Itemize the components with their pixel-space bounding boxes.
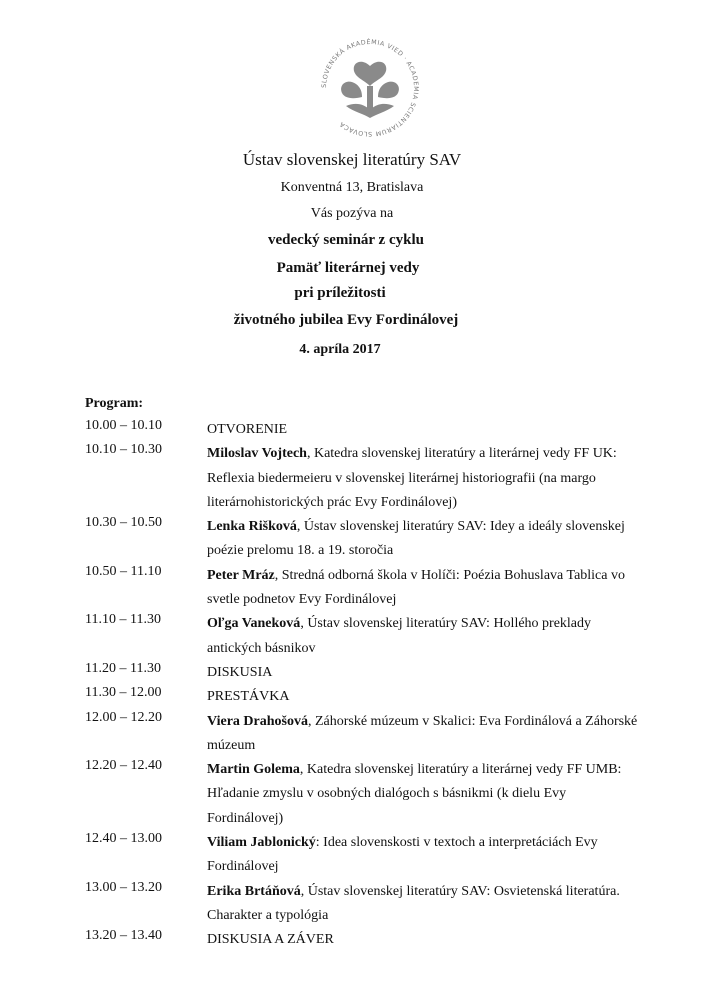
speaker-name: Viliam Jablonický — [207, 835, 316, 851]
program-text: , Katedra slovenskej literatúry a literárnej vedy FF UK: Reflexia biedermeieru v slovenskej literárnej historiografii (na margo literárnohistorických prác Evy Fordinálovej) — [207, 446, 617, 510]
seminar-title-line: pri príležitosti — [294, 285, 386, 301]
program-text: DISKUSIA A ZÁVER — [207, 932, 334, 948]
sav-logo — [318, 36, 422, 140]
program-time: 10.50 – 11.10 — [85, 563, 162, 579]
speaker-name: Oľga Vaneková — [207, 616, 301, 632]
institute-name: Ústav slovenskej literatúry SAV — [242, 150, 462, 169]
program-time: 12.20 – 12.40 — [85, 758, 162, 774]
program-item — [85, 612, 645, 661]
program-item — [85, 710, 645, 759]
program-item — [85, 880, 645, 929]
program-item — [85, 928, 645, 952]
program-time: 13.00 – 13.20 — [85, 879, 162, 895]
program-time: 12.40 – 13.00 — [85, 831, 162, 847]
speaker-name: Peter Mráz — [207, 567, 275, 583]
linden-leaves-icon — [341, 62, 399, 118]
program-text: : Idea slovenskosti v textoch a interpretáciách Evy Fordinálovej — [207, 835, 598, 875]
program-time: 11.20 – 11.30 — [85, 660, 161, 676]
seminar-title-line: životného jubilea Evy Fordinálovej — [233, 312, 459, 328]
program-time: 11.30 – 12.00 — [85, 685, 162, 701]
program-text: , Stredná odborná škola v Holíči: Poézia Bohuslava Tablica vo svetle podnetov Evy Fordinálovej — [207, 567, 625, 608]
program-item — [85, 831, 645, 880]
speaker-name: Erika Brtáňová — [207, 883, 301, 899]
speaker-name: Martin Golema — [207, 762, 300, 778]
event-date: 4. apríla 2017 — [299, 342, 381, 357]
program-item — [85, 418, 645, 442]
program-text: , Ústav slovenskej literatúry SAV: Idey a ideály slovenskej poézie prelomu 18. a 19. storočia — [207, 519, 625, 559]
seminar-title-line: Pamäť literárnej vedy — [276, 260, 420, 276]
program-text: , Záhorské múzeum v Skalici: Eva Fordinálová a Záhorské múzeum — [207, 713, 638, 753]
program-item — [85, 564, 645, 613]
speaker-name: Miloslav Vojtech — [207, 446, 307, 462]
program-text: , Katedra slovenskej literatúry a literárnej vedy FF UMB: Hľadanie zmyslu v osobných dialógoch s básnikmi (k dielu Evy Fordinálovej) — [207, 762, 622, 826]
program-heading: Program: — [85, 396, 144, 411]
program-time: 10.30 – 10.50 — [85, 515, 162, 531]
program-text: OTVORENIE — [207, 422, 288, 437]
program-text: DISKUSIA — [207, 664, 273, 680]
program-time: 10.00 – 10.10 — [85, 418, 162, 433]
program-item — [85, 442, 645, 515]
program-text: , Ústav slovenskej literatúry SAV: Osvietenská literatúra. Charakter a typológia — [207, 883, 620, 923]
program-item — [85, 515, 645, 564]
program-text: PRESTÁVKA — [207, 689, 290, 705]
speaker-name: Viera Drahošová — [207, 713, 308, 729]
program-schedule — [85, 418, 645, 953]
program-item — [85, 685, 645, 709]
program-item — [85, 661, 645, 685]
program-time: 12.00 – 12.20 — [85, 709, 162, 725]
program-time: 10.10 – 10.30 — [85, 442, 162, 458]
seminar-title-line: vedecký seminár z cyklu — [268, 232, 424, 248]
institute-address: Konventná 13, Bratislava — [280, 180, 424, 195]
program-time: 11.10 – 11.30 — [85, 612, 161, 628]
invitation-line: Vás pozýva na — [310, 206, 394, 221]
speaker-name: Lenka Rišková — [207, 519, 297, 535]
svg-text:SLOVENSKÁ AKADÉMIA VIED · ACAD: SLOVENSKÁ AKADÉMIA VIED · ACADEMIA SCIENTIARUM SLOVACA — [320, 38, 420, 138]
program-time: 13.20 – 13.40 — [85, 928, 162, 944]
program-text: , Ústav slovenskej literatúry SAV: Hollého preklady antických básnikov — [207, 616, 592, 656]
program-item — [85, 758, 645, 831]
